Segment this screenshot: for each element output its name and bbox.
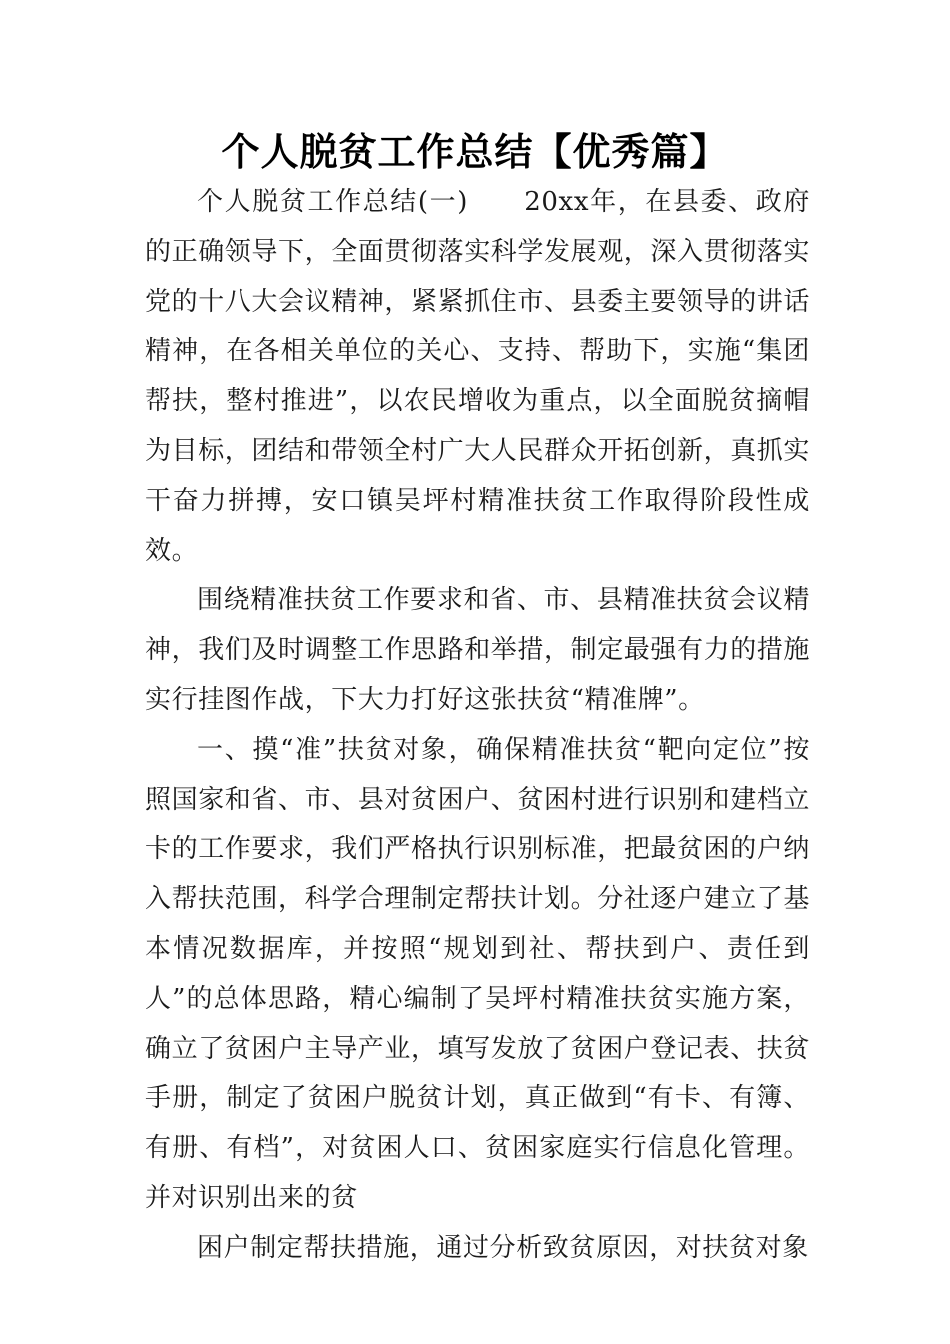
paragraph-intro: 个人脱贫工作总结(一) 20xx年，在县委、政府的正确领导下，全面贯彻落实科学发展观，深入贯彻落实党的十八大会议精神，紧紧抓住市、县委主要领导的讲话精神，在各相关单位的关心、支持、帮助下，实施“集团帮扶，整村推进”，以农民增收为重点，以全面脱贫摘帽为目标，团结和带领全村广大人民群众开拓创新，真抓实干奋力拼搏，安口镇吴坪村精准扶贫工作取得阶段性成效。 (145, 187, 811, 566)
document-title: 个人脱贫工作总结【优秀篇】 (221, 129, 729, 174)
paragraph-continuation: 困户制定帮扶措施，通过分析致贫原因，对扶贫对象 (197, 1232, 809, 1263)
paragraph-section-one: 一、摸“准”扶贫对象，确保精准扶贫“靶向定位”按照国家和省、市、县对贫困户、贫困村进行识别和建档立卡的工作要求，我们严格执行识别标准，把最贫困的户纳入帮扶范围，科学合理制定帮扶计划。分社逐户建立了基本情况数据库，并按照“规划到社、帮扶到户、责任到人”的总体思路，精心编制了吴坪村精准扶贫实施方案，确立了贫困户主导产业，填写发放了贫困户登记表、扶贫手册，制定了贫困户脱贫计划，真正做到“有卡、有簿、有册、有档”，对贫困人口、贫困家庭实行信息化管理。并对识别出来的贫 (145, 734, 811, 1213)
paragraph-approach: 围绕精准扶贫工作要求和省、市、县精准扶贫会议精神，我们及时调整工作思路和举措，制定最强有力的措施实行挂图作战，下大力打好这张扶贫“精准牌”。 (145, 585, 811, 715)
document-body (145, 178, 810, 1274)
